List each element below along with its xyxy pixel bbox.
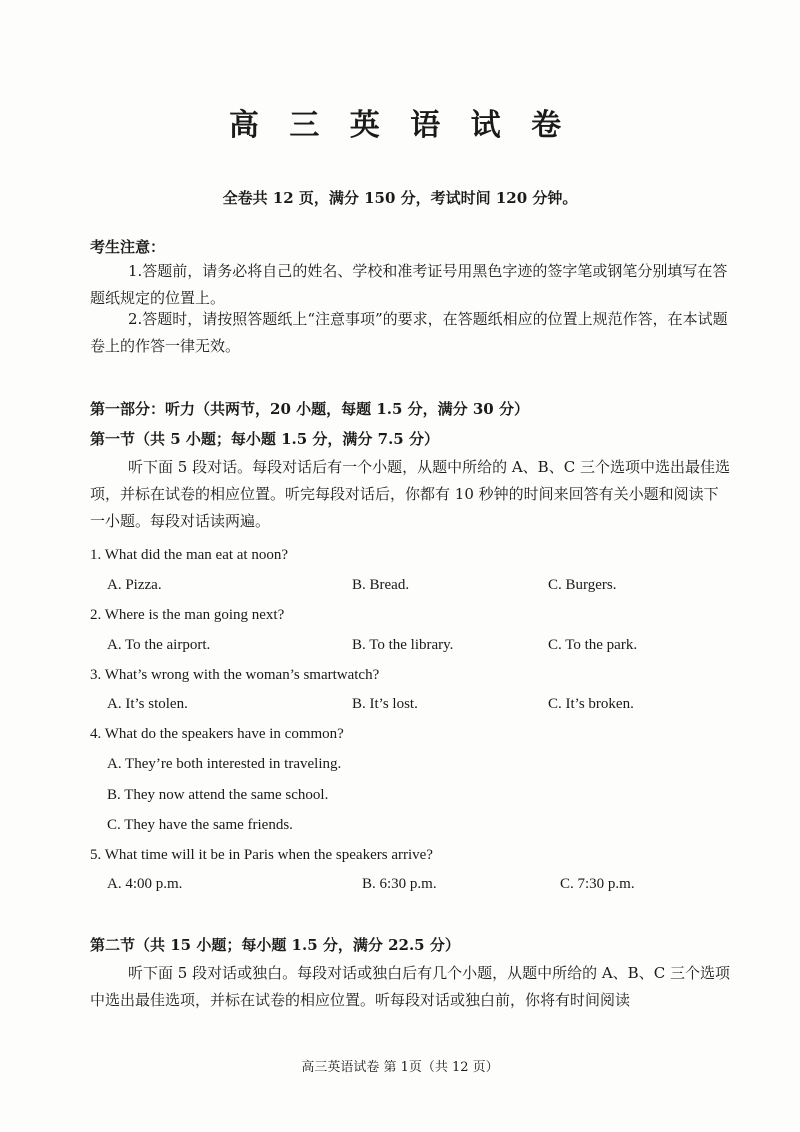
part1-heading: 第一部分：听力（共两节，20 小题，每题 1.5 分，满分 30 分） <box>90 400 529 418</box>
question-4: 4. What do the speakers have in common? <box>90 726 344 742</box>
q1-option-a: A. Pizza. <box>107 577 162 593</box>
q2-option-a: A. To the airport. <box>107 637 211 653</box>
q2-option-b: B. To the library. <box>352 637 454 653</box>
q5-option-a: A. 4:00 p.m. <box>107 876 183 892</box>
q1-option-c: C. Burgers. <box>548 577 617 593</box>
q4-option-b: B. They now attend the same school. <box>107 787 329 803</box>
section1-instructions: 听下面 5 段对话。每段对话后有一个小题，从题中所给的 A、B、C 三个选项中选出最佳选项，并标在试卷的相应位置。听完每段对话后，你都有 10 秒钟的时间来回答有关小题和阅读下一小题。每段对话读两遍。 <box>90 458 730 530</box>
notice-item-2: 2.答题时，请按照答题纸上“注意事项”的要求，在答题纸相应的位置上规范作答，在本试题卷上的作答一律无效。 <box>90 310 728 355</box>
page-title: 高 三 英 语 试 卷 <box>228 108 572 143</box>
q3-option-c: C. It’s broken. <box>548 696 634 712</box>
q4-option-c: C. They have the same friends. <box>107 817 293 833</box>
question-2: 2. Where is the man going next? <box>90 607 285 623</box>
page-footer: 高三英语试卷 第 1页（共 12 页） <box>301 1060 499 1075</box>
q5-option-b: B. 6:30 p.m. <box>362 876 437 892</box>
question-5: 5. What time will it be in Paris when the speakers arrive? <box>90 847 433 863</box>
q4-option-a: A. They’re both interested in traveling. <box>107 756 342 772</box>
q1-option-b: B. Bread. <box>352 577 410 593</box>
exam-summary: 全卷共 12 页，满分 150 分，考试时间 120 分钟。 <box>222 189 578 207</box>
section2-heading: 第二节（共 15 小题；每小题 1.5 分，满分 22.5 分） <box>90 936 460 954</box>
question-3: 3. What’s wrong with the woman’s smartwatch? <box>90 667 380 683</box>
notice-heading: 考生注意： <box>90 238 166 256</box>
q2-option-c: C. To the park. <box>548 637 638 653</box>
section1-heading: 第一节（共 5 小题；每小题 1.5 分，满分 7.5 分） <box>90 430 439 448</box>
q3-option-a: A. It’s stolen. <box>107 696 188 712</box>
section2-instructions: 听下面 5 段对话或独白。每段对话或独白后有几个小题，从题中所给的 A、B、C 三个选项中选出最佳选项，并标在试卷的相应位置。听每段对话或独白前，你将有时间阅读 <box>90 964 730 1009</box>
q3-option-b: B. It’s lost. <box>352 696 418 712</box>
question-1: 1. What did the man eat at noon? <box>90 547 288 563</box>
notice-item-1: 1.答题前，请务必将自己的姓名、学校和准考证号用黑色字迹的签字笔或钢笔分别填写在答题纸规定的位置上。 <box>90 262 728 307</box>
q5-option-c: C. 7:30 p.m. <box>560 876 635 892</box>
